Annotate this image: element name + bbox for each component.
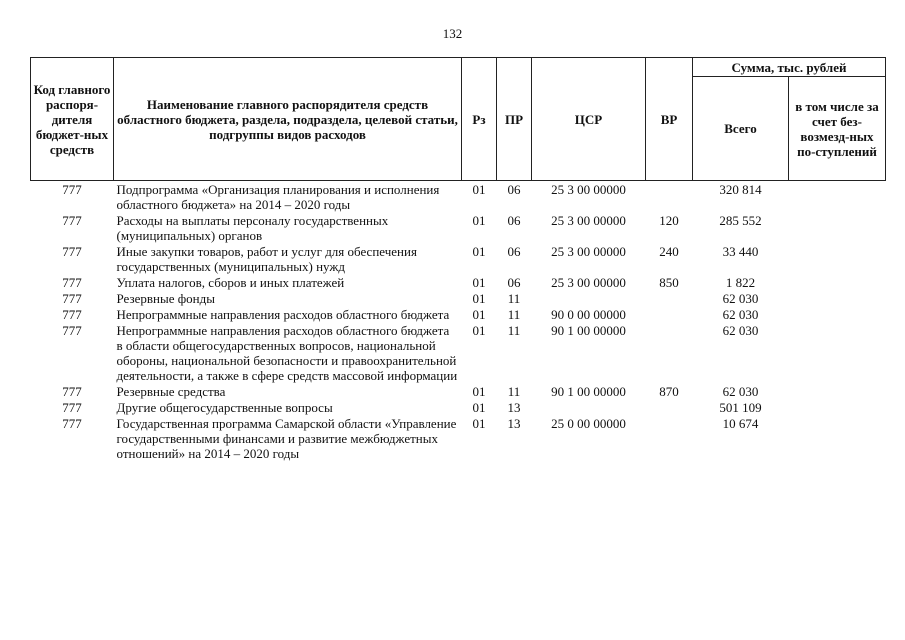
cell-vr: 240 — [659, 244, 679, 259]
cell-free — [789, 274, 886, 290]
table-row — [31, 415, 886, 461]
cell-csr — [532, 290, 646, 306]
cell-free — [789, 322, 886, 383]
cell-vr — [646, 322, 693, 383]
cell-name: Иные закупки товаров, работ и услуг для обеспечения государственных (муниципальных) нужд — [116, 244, 417, 274]
cell-pr: 06 — [507, 213, 521, 228]
cell-free — [789, 306, 886, 322]
cell-vr — [646, 290, 693, 306]
header-total: Всего — [693, 77, 789, 181]
cell-free — [789, 212, 886, 243]
cell-rz: 01 — [472, 323, 486, 338]
cell-code: 777 — [62, 307, 82, 322]
page-number: 132 — [442, 26, 463, 41]
cell-vr — [646, 415, 693, 461]
table-row — [31, 274, 886, 290]
cell-name: Уплата налогов, сборов и иных платежей — [116, 275, 345, 290]
cell-total: 62 030 — [722, 384, 759, 399]
cell-name: Непрограммные направления расходов областного бюджета в области общегосударственных вопросов, национальной обороны, национальной безопасности и правоохранительной деятельности, а также в сфере средств массовой информации — [116, 323, 458, 383]
cell-pr: 06 — [507, 182, 521, 197]
cell-rz: 01 — [472, 213, 486, 228]
cell-rz: 01 — [472, 384, 486, 399]
cell-total: 501 109 — [719, 400, 762, 415]
table-row — [31, 306, 886, 322]
cell-rz: 01 — [472, 244, 486, 259]
header-code: Код главного распоря-дителя бюджет-ных средств — [31, 58, 114, 181]
table-row — [31, 212, 886, 243]
cell-csr: 90 1 00 00000 — [551, 323, 626, 338]
cell-code: 777 — [62, 213, 82, 228]
table-header — [31, 58, 886, 181]
cell-vr: 870 — [659, 384, 679, 399]
header-csr: ЦСР — [532, 58, 646, 181]
cell-csr: 25 3 00 00000 — [551, 244, 626, 259]
header-rz: Рз — [462, 58, 497, 181]
table-row — [31, 399, 886, 415]
cell-csr: 25 0 00 00000 — [551, 416, 626, 431]
cell-vr — [646, 399, 693, 415]
cell-free — [789, 243, 886, 274]
cell-pr: 11 — [507, 291, 521, 306]
header-name: Наименование главного распорядителя средств областного бюджета, раздела, подраздела, целевой статьи, подгруппы видов расходов — [114, 58, 462, 181]
cell-free — [789, 415, 886, 461]
cell-pr: 06 — [507, 244, 521, 259]
cell-csr: 25 3 00 00000 — [551, 213, 626, 228]
table-row — [31, 243, 886, 274]
cell-total: 1 822 — [725, 275, 756, 290]
cell-total: 62 030 — [722, 291, 759, 306]
cell-pr: 11 — [507, 384, 521, 399]
cell-code: 777 — [62, 275, 82, 290]
cell-name: Непрограммные направления расходов областного бюджета — [116, 307, 450, 322]
budget-table — [30, 57, 886, 461]
cell-name: Подпрограмма «Организация планирования и исполнения областного бюджета» на 2014 – 2020 годы — [116, 182, 440, 212]
cell-rz: 01 — [472, 291, 486, 306]
cell-code: 777 — [62, 291, 82, 306]
cell-free — [789, 290, 886, 306]
cell-total: 320 814 — [719, 182, 762, 197]
cell-vr: 120 — [659, 213, 679, 228]
header-vr: ВР — [646, 58, 693, 181]
table-row — [31, 383, 886, 399]
cell-rz: 01 — [472, 416, 486, 431]
cell-rz: 01 — [472, 182, 486, 197]
cell-csr: 25 3 00 00000 — [551, 275, 626, 290]
table-row — [31, 290, 886, 306]
cell-name: Резервные фонды — [116, 291, 215, 306]
cell-csr: 90 1 00 00000 — [551, 384, 626, 399]
cell-code: 777 — [62, 182, 82, 197]
cell-rz: 01 — [472, 307, 486, 322]
cell-rz: 01 — [472, 275, 486, 290]
cell-code: 777 — [62, 400, 82, 415]
cell-rz: 01 — [472, 400, 486, 415]
cell-code: 777 — [62, 416, 82, 431]
cell-pr: 13 — [507, 400, 521, 415]
cell-pr: 13 — [507, 416, 521, 431]
cell-csr: 25 3 00 00000 — [551, 182, 626, 197]
cell-free — [789, 181, 886, 213]
cell-pr: 11 — [507, 307, 521, 322]
cell-total: 285 552 — [719, 213, 762, 228]
cell-free — [789, 383, 886, 399]
cell-name: Расходы на выплаты персоналу государственных (муниципальных) органов — [116, 213, 389, 243]
cell-vr — [646, 306, 693, 322]
cell-pr: 06 — [507, 275, 521, 290]
cell-pr: 11 — [507, 323, 521, 338]
cell-free — [789, 399, 886, 415]
cell-code: 777 — [62, 323, 82, 338]
cell-code: 777 — [62, 244, 82, 259]
cell-vr — [646, 181, 693, 213]
table-row — [31, 181, 886, 213]
cell-code: 777 — [62, 384, 82, 399]
header-free: в том числе за счет без-возмезд-ных по-ступлений — [789, 77, 886, 181]
table-row — [31, 322, 886, 383]
cell-total: 62 030 — [722, 323, 759, 338]
cell-csr — [532, 399, 646, 415]
cell-csr: 90 0 00 00000 — [551, 307, 626, 322]
cell-total: 62 030 — [722, 307, 759, 322]
header-sum: Сумма, тыс. рублей — [693, 58, 886, 77]
cell-total: 10 674 — [722, 416, 759, 431]
cell-name: Государственная программа Самарской области «Управление государственными финансами и развитие межбюджетных отношений» на 2014 – 2020 годы — [116, 416, 457, 461]
cell-name: Резервные средства — [116, 384, 226, 399]
cell-name: Другие общегосударственные вопросы — [116, 400, 333, 415]
cell-total: 33 440 — [722, 244, 759, 259]
cell-vr: 850 — [659, 275, 679, 290]
header-pr: ПР — [497, 58, 532, 181]
